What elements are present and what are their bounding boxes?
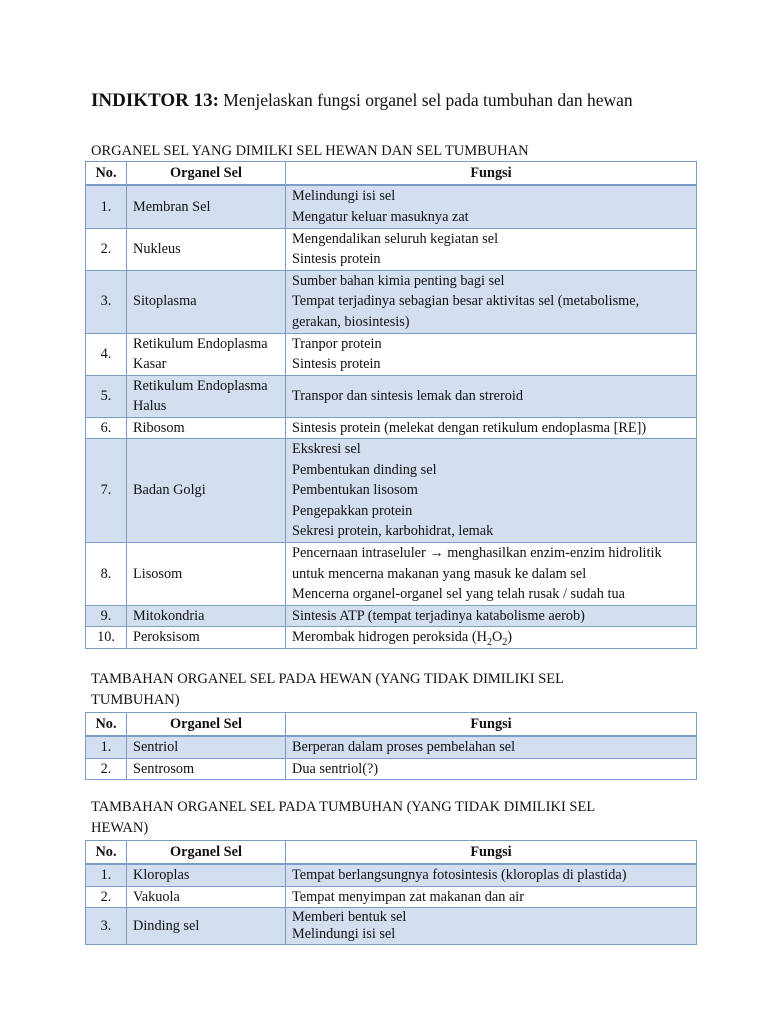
- header-fungsi: Fungsi: [286, 713, 697, 737]
- subscript-2: 2: [502, 636, 508, 648]
- row-no: 8.: [86, 543, 127, 606]
- section2-title: TAMBAHAN ORGANEL SEL PADA HEWAN (YANG TIDAK DIMILIKI SEL TUMBUHAN): [91, 671, 564, 708]
- table-row: [86, 185, 697, 228]
- fungsi-text: O: [491, 629, 503, 645]
- indicator-text: Menjelaskan fungsi organel sel pada tumbuhan dan hewan: [223, 90, 633, 110]
- fungsi-line: Mengatur keluar masuknya zat: [292, 208, 469, 225]
- fungsi-line: Tempat terjadinya sebagian besar aktivitas sel (metabolisme, gerakan, biosintesis): [292, 293, 640, 330]
- header-organel: Organel Sel: [127, 162, 286, 186]
- table-row: [86, 333, 697, 375]
- fungsi-line: Sintesis ATP (tempat terjadinya katabolisme aerob): [292, 607, 585, 624]
- row-fungsi: Berperan dalam proses pembelahan sel: [286, 736, 697, 758]
- indicator-heading: [91, 90, 633, 112]
- fungsi-line: Ekskresi sel: [292, 441, 361, 458]
- row-no: 1.: [86, 736, 127, 758]
- header-organel: Organel Sel: [127, 713, 286, 737]
- table-row: [86, 228, 697, 270]
- fungsi-line: Sintesis protein: [292, 356, 381, 372]
- fungsi-line: Sekresi protein, karbohidrat, lemak: [292, 523, 494, 540]
- header-fungsi: Fungsi: [286, 841, 697, 865]
- fungsi-line: untuk mencerna makanan yang masuk ke dalam sel: [292, 565, 587, 582]
- fungsi-line: Sumber bahan kimia penting bagi sel: [292, 272, 505, 289]
- row-no: 2.: [86, 758, 127, 780]
- table-row: [86, 627, 697, 649]
- row-fungsi: [286, 417, 697, 439]
- fungsi-line: [292, 627, 690, 648]
- fungsi-line: Mengendalikan seluruh kegiatan sel: [292, 230, 499, 247]
- table-row: [86, 417, 697, 439]
- row-fungsi: [286, 185, 697, 228]
- row-no: 7.: [86, 439, 127, 543]
- row-no: 10.: [86, 627, 127, 649]
- fungsi-line: Tranpor protein: [292, 335, 382, 352]
- fungsi-line: Melindungi isi sel: [292, 188, 396, 205]
- row-organel: Nukleus: [127, 228, 286, 270]
- section1-title: ORGANEL SEL YANG DIMILKI SEL HEWAN DAN SEL TUMBUHAN: [91, 143, 529, 159]
- table-header-row: [86, 713, 697, 737]
- row-fungsi: [286, 333, 697, 375]
- row-no: 6.: [86, 417, 127, 439]
- row-fungsi: [286, 605, 697, 627]
- table-header-row: [86, 841, 697, 865]
- table-row: [86, 736, 697, 758]
- fungsi-line: Sintesis protein: [292, 251, 381, 267]
- row-organel: Sentriol: [127, 736, 286, 758]
- row-organel: Retikulum Endoplasma Halus: [127, 375, 286, 417]
- row-no: 1.: [86, 864, 127, 886]
- row-fungsi: [286, 439, 697, 543]
- table-row: [86, 908, 697, 945]
- row-no: 4.: [86, 333, 127, 375]
- row-organel: Vakuola: [127, 886, 286, 908]
- section2-table: [85, 712, 697, 780]
- row-no: 2.: [86, 886, 127, 908]
- row-fungsi: [286, 228, 697, 270]
- row-no: 2.: [86, 228, 127, 270]
- table-header-row: [86, 162, 697, 186]
- fungsi-text: ): [507, 629, 513, 645]
- row-fungsi: [286, 627, 697, 649]
- row-organel: Lisosom: [127, 543, 286, 606]
- row-organel: Retikulum Endoplasma Kasar: [127, 333, 286, 375]
- fungsi-line: Sintesis protein (melekat dengan retikulum endoplasma [RE]): [292, 419, 647, 436]
- header-no: No.: [86, 713, 127, 737]
- table-row: [86, 605, 697, 627]
- header-fungsi: Fungsi: [286, 162, 697, 186]
- row-organel: Sentrosom: [127, 758, 286, 780]
- row-organel: Ribosom: [127, 417, 286, 439]
- table-row: [86, 543, 697, 606]
- fungsi-line: Tempat berlangsungnya fotosintesis (kloroplas di plastida): [292, 867, 627, 883]
- indicator-label: INDIKTOR 13:: [91, 90, 219, 111]
- row-no: 5.: [86, 375, 127, 417]
- subscript-2: 2: [486, 636, 492, 648]
- table-row: [86, 886, 697, 908]
- fungsi-line: Pencernaan intraseluler → menghasilkan enzim-enzim hidrolitik: [292, 545, 662, 561]
- fungsi-line: Memberi bentuk sel: [292, 909, 407, 925]
- fungsi-line: Transpor dan sintesis lemak dan streroid: [292, 387, 523, 404]
- section1-table: [85, 161, 697, 649]
- row-organel: Dinding sel: [127, 908, 286, 945]
- fungsi-line: Pembentukan dinding sel: [292, 461, 437, 478]
- header-no: No.: [86, 162, 127, 186]
- fungsi-line: Melindungi isi sel: [292, 926, 396, 942]
- row-fungsi: [286, 543, 697, 606]
- row-fungsi: [286, 864, 697, 886]
- row-no: 1.: [86, 185, 127, 228]
- table-row: [86, 758, 697, 780]
- fungsi-line: Mencerna organel-organel sel yang telah rusak / sudah tua: [292, 586, 625, 602]
- section3-table: [85, 840, 697, 945]
- fungsi-line: Pembentukan lisosom: [292, 482, 418, 499]
- table-row: [86, 864, 697, 886]
- row-organel: Kloroplas: [127, 864, 286, 886]
- header-organel: Organel Sel: [127, 841, 286, 865]
- table-row: [86, 375, 697, 417]
- row-no: 9.: [86, 605, 127, 627]
- fungsi-line: Pengepakkan protein: [292, 502, 413, 519]
- row-no: 3.: [86, 908, 127, 945]
- row-fungsi: [286, 908, 697, 945]
- row-fungsi: [286, 886, 697, 908]
- row-organel: Mitokondria: [127, 605, 286, 627]
- fungsi-line: Tempat menyimpan zat makanan dan air: [292, 888, 525, 905]
- table-row: [86, 270, 697, 333]
- row-organel: Membran Sel: [127, 185, 286, 228]
- fungsi-text: Merombak hidrogen peroksida (H: [292, 629, 487, 645]
- row-organel: Sitoplasma: [127, 270, 286, 333]
- row-no: 3.: [86, 270, 127, 333]
- table-row: [86, 439, 697, 543]
- row-organel: Badan Golgi: [127, 439, 286, 543]
- row-fungsi: [286, 270, 697, 333]
- row-fungsi: [286, 375, 697, 417]
- row-organel: Peroksisom: [127, 627, 286, 649]
- header-no: No.: [86, 841, 127, 865]
- section3-title: TAMBAHAN ORGANEL SEL PADA TUMBUHAN (YANG TIDAK DIMILIKI SEL HEWAN): [91, 799, 595, 836]
- row-fungsi: Dua sentriol(?): [286, 758, 697, 780]
